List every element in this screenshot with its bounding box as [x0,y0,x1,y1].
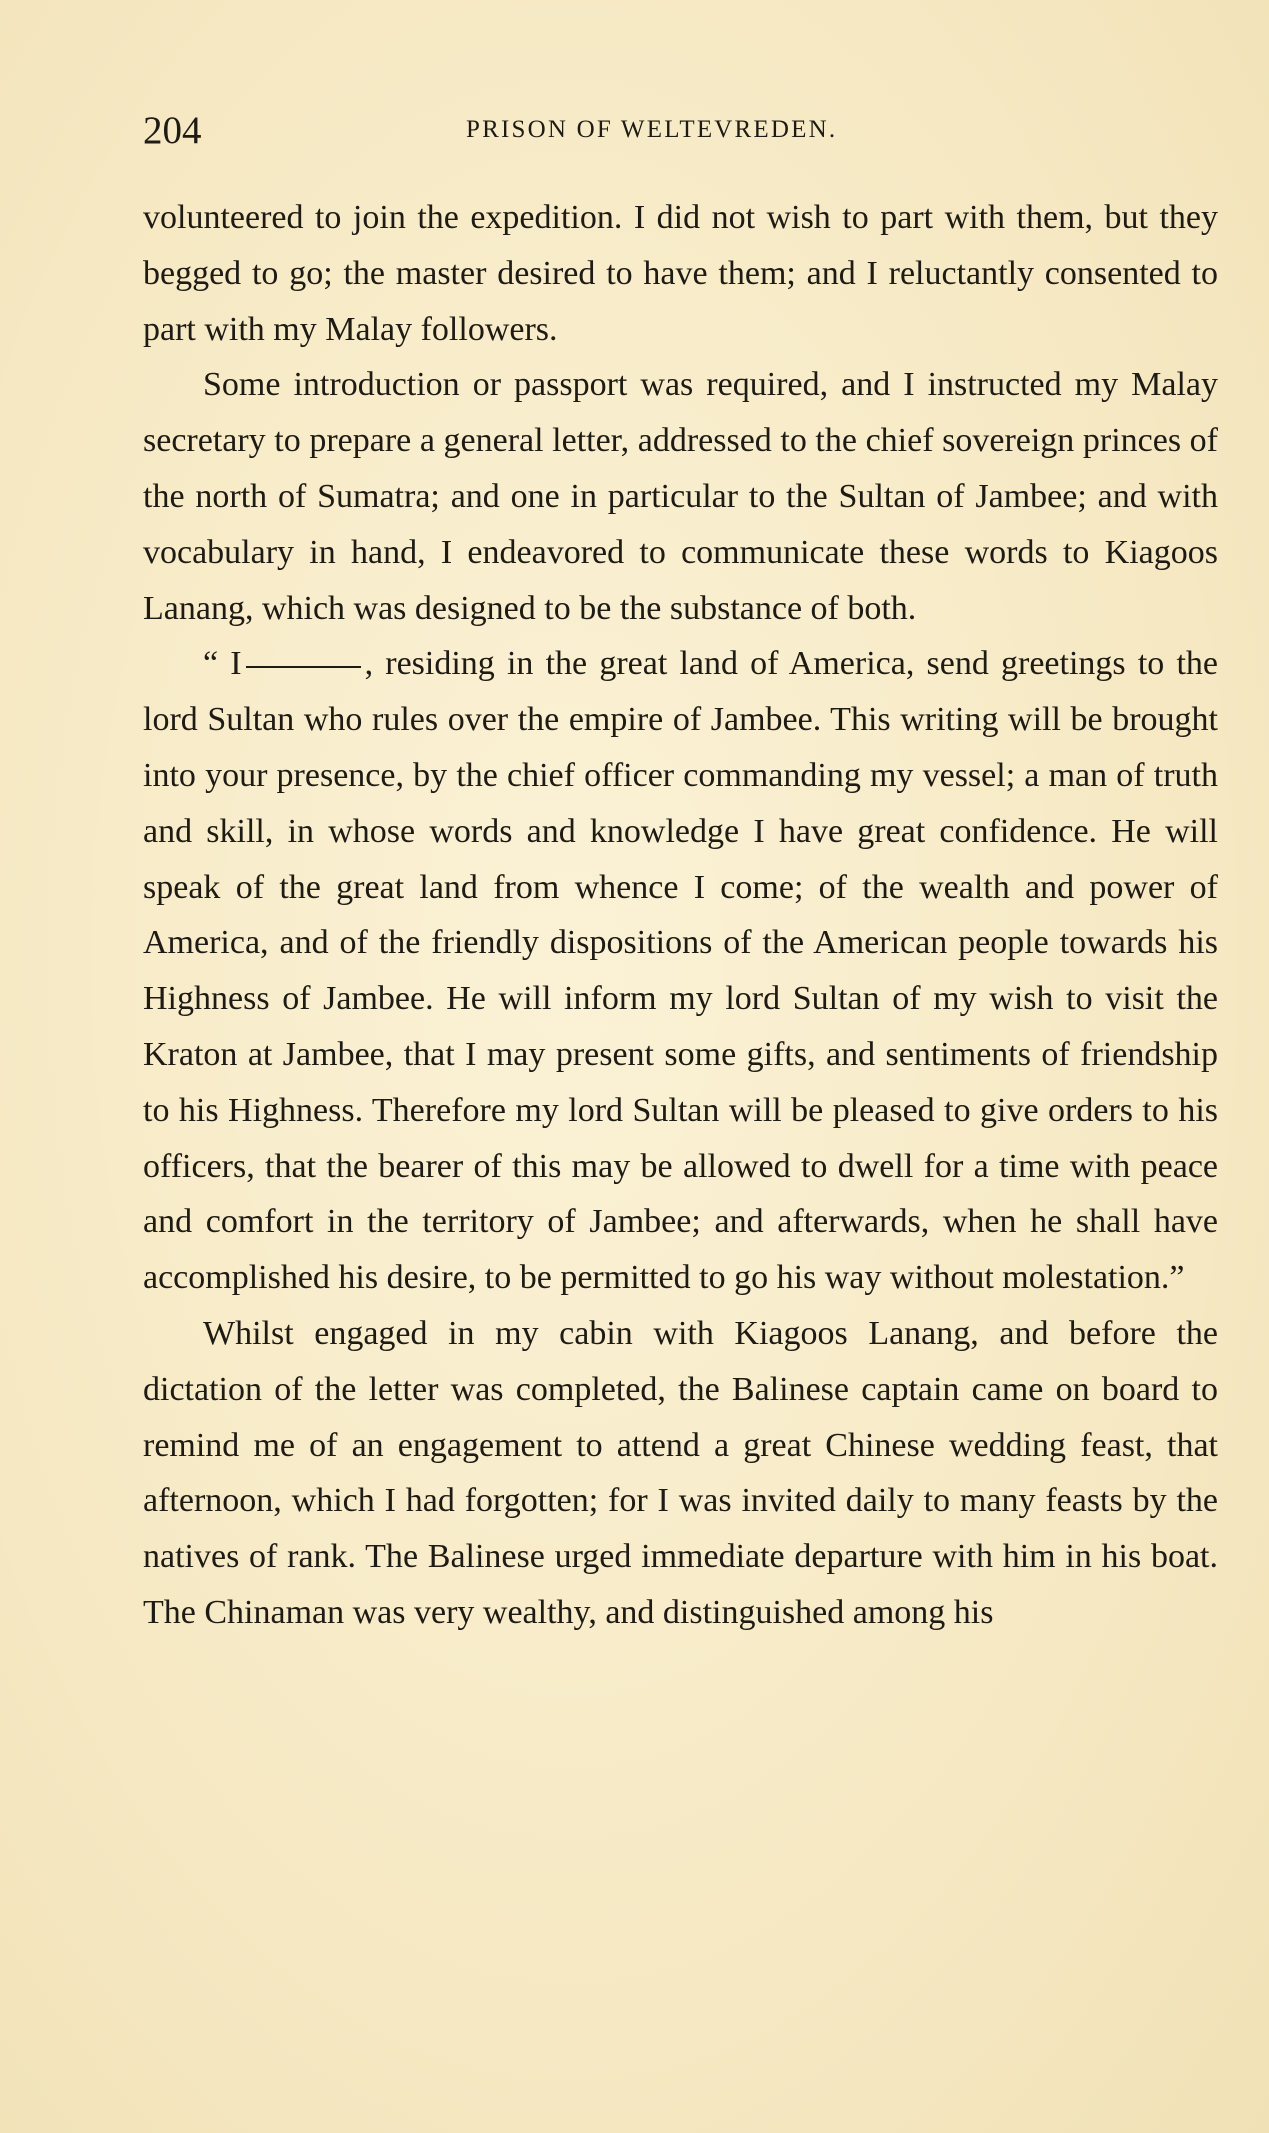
letter-body: , residing in the great land of America, send greetings to the lord Sultan who rules over the empire of Jambee. This writing will be brought into your presence, by the chief officer commanding my vessel; a man of truth and skill, in whose words and knowledge I have great confidence. He will speak of the great land from whence I come; of the wealth and power of America, and of the friendly dispositions of the American people towards his Highness of Jambee. He will inform my lord Sultan of my wish to visit the Kraton at Jambee, that I may present some gifts, and sentiments of friendship to his Highness. Therefore my lord Sultan will be pleased to give orders to his officers, that the bearer of this may be allowed to dwell for a time with peace and comfort in the territory of Jambee; and afterwards, when he shall have accomplished his desire, to be permitted to go his way without molestation.” [143,645,1218,1297]
paragraph-2: Some introduction or passport was required, and I instructed my Malay secretary to prepare a general letter, addressed to the chief sovereign princes of the north of Sumatra; and one in particular to the Sultan of Jambee; and with vocabulary in hand, I endeavored to communicate these words to Kiagoos Lanang, which was designed to be the substance of both. [143,366,1218,627]
page-header [143,108,1223,158]
running-head: PRISON OF WELTEVREDEN. [466,116,838,143]
body-text [143,190,1218,1641]
paragraph-4: Whilst engaged in my cabin with Kiagoos Lanang, and before the dictation of the letter was completed, the Balinese captain came on board to remind me of an engagement to attend a great Chinese wedding feast, that afternoon, which I had forgotten; for I was invited daily to many feasts by the natives of rank. The Balinese urged immediate departure with him in his boat. The Chinaman was very wealthy, and distinguished among his [143,1314,1218,1631]
page-number: 204 [143,109,202,152]
paragraph-letter [143,636,1218,1306]
signature-blank-line [246,666,361,668]
letter-opening: “ I [203,645,242,683]
paragraph-1: volunteered to join the expedition. I did not wish to part with them, but they begged to go; the master desired to have them; and I reluctantly consented to part with my Malay followers. [143,199,1218,348]
